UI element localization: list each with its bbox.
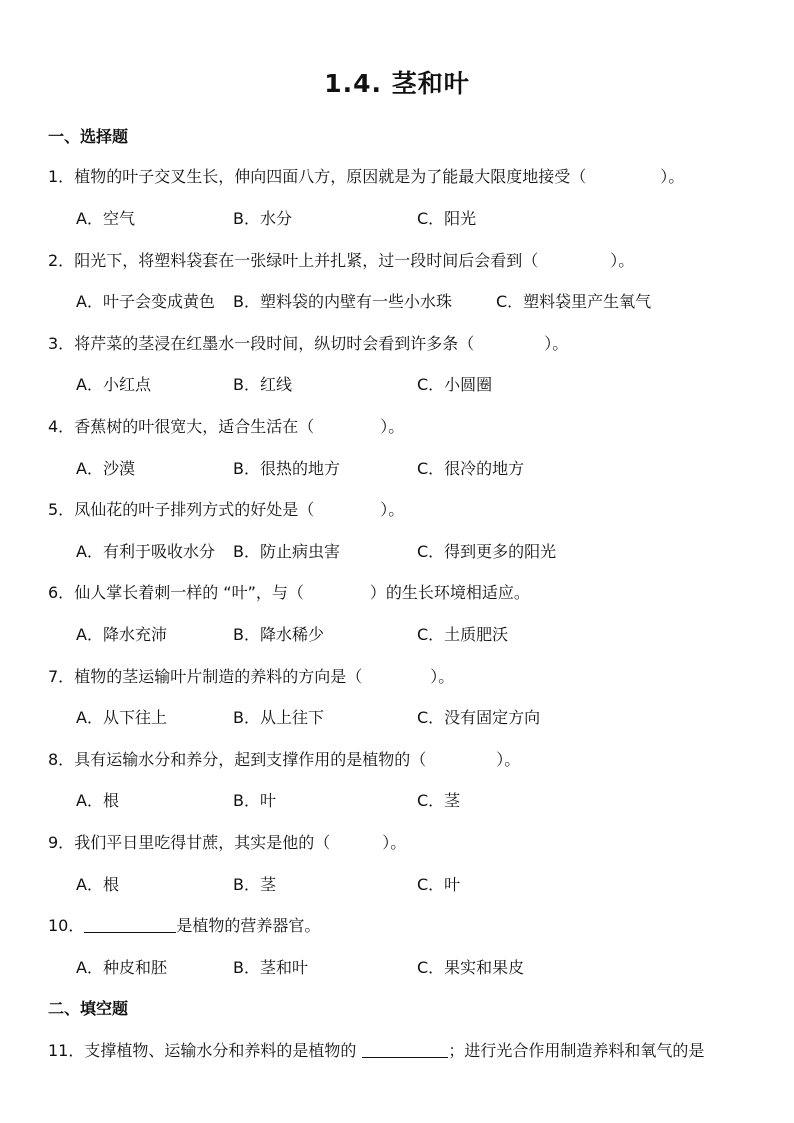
options-3 [76, 372, 776, 394]
option-b[interactable]: B．很热的地方 [233, 459, 340, 478]
option-b[interactable]: B．降水稀少 [233, 625, 324, 644]
answer-underline-blank[interactable] [362, 1041, 448, 1058]
option-b[interactable]: B．红线 [233, 375, 292, 394]
option-b[interactable]: B．茎 [233, 875, 276, 894]
options-4 [76, 456, 776, 478]
question-text-end: ）的生长环境相适应。 [369, 583, 530, 602]
question-text-end: ）。 [382, 833, 407, 852]
question-number: 4． [48, 417, 75, 436]
question-number: 6． [48, 583, 75, 602]
question-text-end: ）。 [496, 750, 521, 769]
question-number: 10． [48, 916, 85, 935]
question-text-end: ）。 [380, 500, 405, 519]
question-text-end: ）。 [610, 251, 635, 270]
option-c[interactable]: C．得到更多的阳光 [417, 542, 557, 561]
options-9 [76, 872, 776, 894]
question-2 [48, 248, 634, 271]
option-c[interactable]: C．小圆圈 [417, 375, 493, 394]
question-8 [48, 747, 520, 770]
question-text: 阳光下，将塑料袋套在一张绿叶上并扎紧，过一段时间后会看到（ [74, 251, 539, 270]
options-8 [76, 788, 776, 810]
answer-underline-blank[interactable] [84, 916, 176, 933]
option-a[interactable]: A．种皮和胚 [76, 958, 167, 977]
question-text: 植物的叶子交叉生长，伸向四面八方，原因就是为了能最大限度地接受（ [74, 167, 587, 186]
question-text-end: ）。 [430, 667, 455, 686]
question-text: 我们平日里吃得甘蔗，其实是他的（ [74, 833, 331, 852]
question-number: 3． [48, 334, 75, 353]
option-c[interactable]: C．果实和果皮 [417, 958, 525, 977]
option-a[interactable]: A．小红点 [76, 375, 151, 394]
option-a[interactable]: A．沙漠 [76, 459, 135, 478]
option-c[interactable]: C．土质肥沃 [417, 625, 509, 644]
question-text: 香蕉树的叶很宽大，适合生活在（ [74, 417, 315, 436]
question-text-end: ；进行光合作用制造养料和氧气的是 [448, 1041, 705, 1060]
options-10 [76, 955, 776, 977]
question-number: 2． [48, 251, 75, 270]
option-a[interactable]: A．根 [76, 875, 119, 894]
question-4 [48, 414, 404, 437]
question-1 [48, 164, 684, 187]
question-number: 1． [48, 167, 75, 186]
option-c[interactable]: C．塑料袋里产生氧气 [496, 292, 652, 311]
option-c[interactable]: C．没有固定方向 [417, 708, 541, 727]
question-text-end: 是植物的营养器官。 [176, 916, 321, 935]
option-a[interactable]: A．根 [76, 791, 119, 810]
options-6 [76, 622, 776, 644]
section-heading-choice: 一、选择题 [48, 127, 129, 146]
question-3 [48, 331, 568, 354]
option-a[interactable]: A．从下往上 [76, 708, 167, 727]
question-text: 仙人掌长着刺一样的 “叶”，与（ [74, 583, 304, 602]
options-7 [76, 705, 776, 727]
question-text: 凤仙花的叶子排列方式的好处是（ [74, 500, 315, 519]
option-a[interactable]: A．叶子会变成黄色 [76, 292, 215, 311]
question-6 [48, 580, 530, 603]
section-heading-fill: 二、填空题 [48, 999, 129, 1018]
options-5 [76, 539, 776, 561]
question-text-end: ）。 [544, 334, 569, 353]
question-text: 将芹菜的茎浸在红墨水一段时间，纵切时会看到许多条（ [74, 334, 475, 353]
options-2 [76, 289, 776, 311]
options-1 [76, 206, 776, 228]
question-text-end: ）。 [660, 167, 685, 186]
option-b[interactable]: B．茎和叶 [233, 958, 308, 977]
option-c[interactable]: C．叶 [417, 875, 461, 894]
option-c[interactable]: C．很冷的地方 [417, 459, 525, 478]
option-b[interactable]: B．塑料袋的内壁有一些小水珠 [233, 292, 452, 311]
option-b[interactable]: B．叶 [233, 791, 276, 810]
option-b[interactable]: B．从上往下 [233, 708, 324, 727]
question-10 [48, 913, 320, 936]
option-c[interactable]: C．阳光 [417, 209, 477, 228]
question-11 [48, 1038, 704, 1061]
question-number: 9． [48, 833, 75, 852]
question-number: 11． [48, 1041, 85, 1060]
option-a[interactable]: A．有利于吸收水分 [76, 542, 215, 561]
question-7 [48, 664, 454, 687]
question-number: 5． [48, 500, 75, 519]
question-text: 植物的茎运输叶片制造的养料的方向是（ [74, 667, 363, 686]
question-5 [48, 497, 404, 520]
option-a[interactable]: A．空气 [76, 209, 135, 228]
question-text: 支撑植物、运输水分和养料的是植物的 [84, 1041, 357, 1060]
page-title: 1.4. 茎和叶 [324, 69, 470, 98]
question-number: 8． [48, 750, 75, 769]
option-a[interactable]: A．降水充沛 [76, 625, 167, 644]
question-text-end: ）。 [380, 417, 405, 436]
option-b[interactable]: B．水分 [233, 209, 292, 228]
question-number: 7． [48, 667, 75, 686]
question-text: 具有运输水分和养分，起到支撑作用的是植物的（ [74, 750, 427, 769]
option-c[interactable]: C．茎 [417, 791, 461, 810]
option-b[interactable]: B．防止病虫害 [233, 542, 340, 561]
question-9 [48, 830, 406, 853]
